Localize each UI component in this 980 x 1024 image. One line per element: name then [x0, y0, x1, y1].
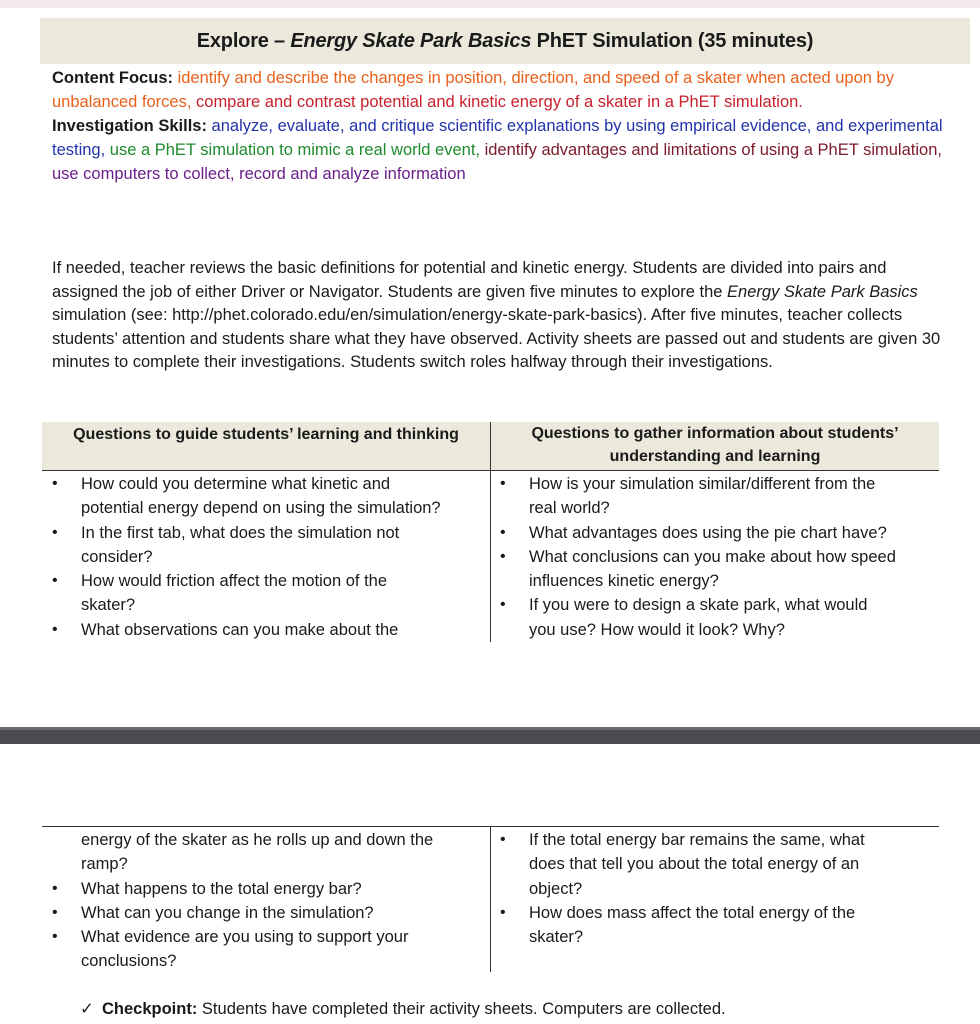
section-title-suffix: PhET Simulation (35 minutes) [531, 30, 814, 52]
procedure-paragraph [52, 257, 947, 375]
content-focus [52, 66, 952, 114]
list-item: • How could you determine what kinetic and potential energy depend on using the simulation? [42, 472, 490, 521]
list-item: • If you were to design a skate park, what would you use? How would it look? Why? [490, 593, 938, 642]
investigation-skills-text-3: identify advantages and limitations of using a PhET simulation, [484, 141, 942, 159]
investigation-skills-label: Investigation Skills: [52, 117, 212, 135]
list-item: energy of the skater as he rolls up and down the ramp? [81, 831, 434, 874]
list-item: • How would friction affect the motion of the skater? [42, 569, 490, 618]
content-focus-text-2: compare and contrast potential and kinetic energy of a skater in a PhET simulation. [196, 93, 803, 111]
checkmark-icon: ✓ [80, 1000, 94, 1018]
list-item: • What happens to the total energy bar? [42, 877, 490, 901]
list-item: • If the total energy bar remains the same, what does that tell you about the total energy of an object? [490, 828, 938, 901]
list-item: • What observations can you make about the [42, 618, 490, 642]
investigation-skills-text-1: analyze, evaluate, and critique scientific explanations by using empirical evidence, and experimental testing, [52, 117, 943, 159]
objectives-block [52, 66, 952, 186]
list-item: • How does mass affect the total energy of the skater? [490, 901, 938, 950]
right-questions-bottom [490, 828, 938, 949]
content-focus-text-1: identify and describe the changes in position, direction, and speed of a skater when acted upon by unbalanced forces, [52, 69, 894, 111]
investigation-skills [52, 114, 952, 186]
section-title [40, 18, 970, 64]
checkpoint-text: Students have completed their activity sheets. Computers are collected. [197, 1000, 726, 1018]
page-top-edge [0, 0, 980, 8]
left-column-header [42, 422, 490, 470]
list-item: • What conclusions can you make about how speed influences kinetic energy? [490, 545, 938, 594]
right-column-header-line1: Questions to gather information about students’ [531, 425, 899, 442]
list-item: • What evidence are you using to support your conclusions? [42, 925, 490, 974]
section-title-italic: Energy Skate Park Basics [290, 30, 532, 52]
right-column-header-line2: understanding and learning [609, 448, 821, 465]
left-questions-top [42, 472, 490, 642]
checkpoint-line [80, 997, 726, 1021]
investigation-skills-text-2: use a PhET simulation to mimic a real world event, [109, 141, 485, 159]
list-item: • What advantages does using the pie chart have? [490, 521, 938, 545]
left-questions-bottom [42, 828, 490, 974]
list-item: • How is your simulation similar/different from the real world? [490, 472, 938, 521]
content-focus-label: Content Focus: [52, 69, 178, 87]
page-break-divider [0, 727, 980, 744]
section-title-prefix: Explore – [196, 30, 291, 52]
right-column-header [491, 422, 939, 470]
investigation-skills-text-4: use computers to collect, record and analyze information [52, 165, 466, 183]
right-questions-top [490, 472, 938, 642]
left-column-header-text: Questions to guide students’ learning and thinking [73, 426, 459, 443]
list-item: • In the first tab, what does the simulation not consider? [42, 521, 490, 570]
procedure-text-2: simulation (see: http://phet.colorado.edu/en/simulation/energy-skate-park-basics). After five minutes, teacher collects students’ attention and students share what they have observed. Activity sheets are passed out and students are given 30 minutes to complete their investigations. Students switch roles halfway through their investigations. [52, 306, 941, 372]
procedure-text-1: If needed, teacher reviews the basic definitions for potential and kinetic energy. Students are divided into pairs and assigned the job of either Driver or Navigator. Students are given five minutes to explore the [52, 259, 887, 301]
procedure-text-italic: Energy Skate Park Basics [727, 282, 918, 301]
list-item: • What can you change in the simulation? [42, 901, 490, 925]
checkpoint-label: Checkpoint: [102, 1000, 198, 1018]
